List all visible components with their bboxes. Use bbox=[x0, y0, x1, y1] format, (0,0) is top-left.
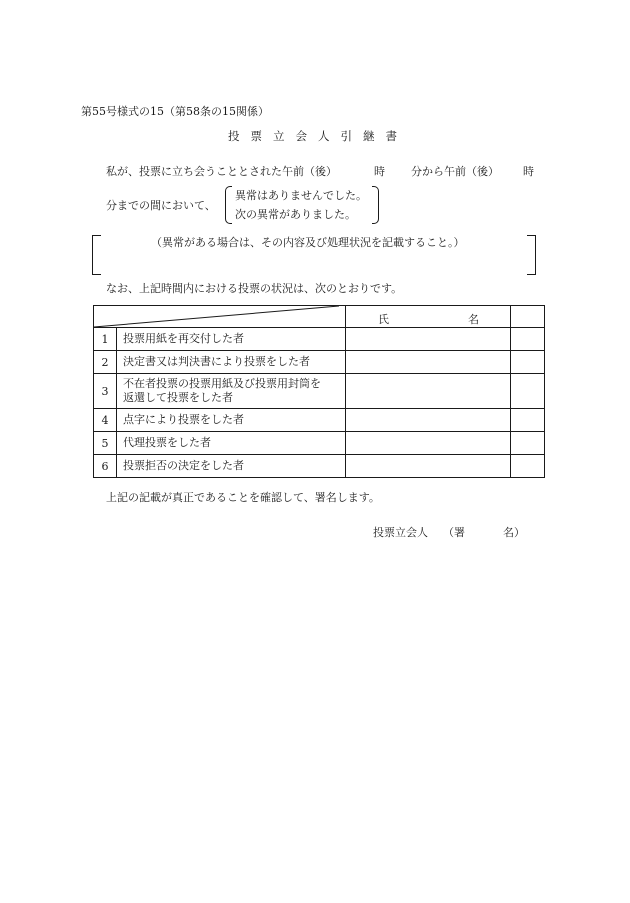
row-number: 6 bbox=[94, 455, 117, 478]
name-cell[interactable] bbox=[346, 328, 511, 351]
statement-line1-hour2: 時 bbox=[523, 165, 534, 178]
signature-label: 投票立会人 bbox=[373, 526, 428, 539]
table-row bbox=[94, 432, 545, 455]
table-row bbox=[94, 351, 545, 374]
name-cell[interactable] bbox=[346, 374, 511, 409]
option-no-abnormality: 異常はありませんでした。 bbox=[235, 189, 367, 202]
row-description-line1: 不在者投票の投票用紙及び投票用封筒を bbox=[123, 377, 321, 390]
row-description: 投票用紙を再交付した者 bbox=[117, 328, 346, 351]
signature-open: （署 bbox=[443, 526, 465, 539]
extra-cell[interactable] bbox=[511, 351, 545, 374]
document-title: 投票立会人引継書 bbox=[228, 129, 408, 143]
row-description-line2: 返還して投票をした者 bbox=[123, 391, 233, 404]
signature-close: 名） bbox=[503, 526, 525, 539]
name-cell[interactable] bbox=[346, 351, 511, 374]
row-description: 決定書又は判決書により投票をした者 bbox=[117, 351, 346, 374]
confirmation-statement: 上記の記載が真正であることを確認して、署名します。 bbox=[106, 491, 380, 504]
row-number: 5 bbox=[94, 432, 117, 455]
form-number: 第55号様式の15（第58条の15関係） bbox=[81, 105, 269, 118]
statement-line2-lead: 分までの間において、 bbox=[106, 199, 216, 212]
row-number: 4 bbox=[94, 409, 117, 432]
row-number: 3 bbox=[94, 374, 117, 409]
note-bracket-right bbox=[527, 235, 536, 275]
name-cell[interactable] bbox=[346, 409, 511, 432]
status-intro: なお、上記時間内における投票の状況は、次のとおりです。 bbox=[106, 282, 403, 295]
table-header-row bbox=[94, 306, 545, 328]
diagonal-header-cell bbox=[94, 306, 346, 328]
diagonal-line bbox=[94, 306, 339, 327]
name-header bbox=[346, 306, 511, 328]
statement-line1-hour1: 時 bbox=[374, 165, 385, 178]
voting-status-table bbox=[93, 305, 545, 478]
row-description: 点字により投票をした者 bbox=[117, 409, 346, 432]
extra-cell[interactable] bbox=[511, 409, 545, 432]
row-description: 投票拒否の決定をした者 bbox=[117, 455, 346, 478]
statement-line1-lead: 私が、投票に立ち会うこととされた午前（後） bbox=[106, 165, 337, 178]
abnormality-note: （異常がある場合は、その内容及び処理状況を記載すること。） bbox=[151, 236, 465, 249]
table-row bbox=[94, 328, 545, 351]
table-row bbox=[94, 374, 545, 409]
name-cell[interactable] bbox=[346, 455, 511, 478]
extra-cell[interactable] bbox=[511, 455, 545, 478]
note-bracket-left bbox=[92, 235, 101, 275]
table-row bbox=[94, 455, 545, 478]
row-number: 2 bbox=[94, 351, 117, 374]
extra-header-cell bbox=[511, 306, 545, 328]
table-row bbox=[94, 409, 545, 432]
extra-cell[interactable] bbox=[511, 432, 545, 455]
name-header-char2: 名 bbox=[468, 313, 479, 326]
name-cell[interactable] bbox=[346, 432, 511, 455]
row-description bbox=[117, 374, 346, 409]
row-description: 代理投票をした者 bbox=[117, 432, 346, 455]
extra-cell[interactable] bbox=[511, 374, 545, 409]
extra-cell[interactable] bbox=[511, 328, 545, 351]
option-abnormality: 次の異常がありました。 bbox=[235, 208, 356, 221]
row-number: 1 bbox=[94, 328, 117, 351]
name-header-char1: 氏 bbox=[378, 313, 389, 326]
left-brace bbox=[225, 186, 232, 224]
statement-line1-minute: 分から午前（後） bbox=[411, 165, 499, 178]
right-brace bbox=[372, 186, 379, 224]
